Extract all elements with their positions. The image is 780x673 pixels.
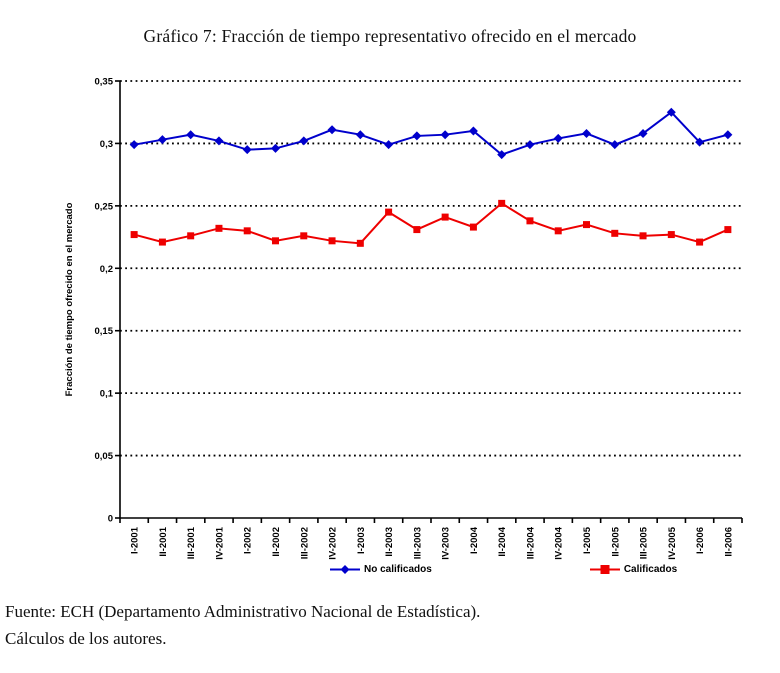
data-point-calificados [131, 231, 138, 238]
legend-label: No calificados [364, 564, 432, 575]
data-point-calificados [329, 237, 336, 244]
series-line-calificados [134, 203, 728, 243]
y-tick-label: 0,15 [94, 326, 113, 338]
legend-item-calificados [590, 564, 677, 575]
y-tick-label: 0,1 [99, 388, 113, 400]
legend-line-square-icon [590, 564, 620, 575]
data-point-no-calificados [441, 130, 450, 139]
x-tick-label: I-2001 [129, 527, 141, 554]
x-tick-label: IV-2002 [327, 527, 339, 560]
data-point-no-calificados [328, 125, 337, 134]
x-tick-label: I-2002 [242, 527, 254, 554]
y-tick-label: 0,25 [94, 201, 113, 213]
data-point-no-calificados [412, 131, 421, 140]
x-tick-label: II-2002 [271, 527, 282, 557]
square-marker-icon [600, 565, 609, 574]
x-tick-label: III-2001 [186, 527, 198, 560]
legend-line-diamond-icon [330, 564, 360, 575]
x-tick-label: IV-2005 [666, 527, 678, 560]
y-tick-label: 0 [107, 513, 113, 525]
x-tick-label: II-2001 [157, 527, 169, 557]
legend-label: Calificados [623, 564, 678, 575]
data-point-calificados [526, 217, 533, 224]
data-point-calificados [498, 200, 505, 207]
x-tick-label: III-2005 [638, 527, 650, 560]
x-tick-label: I-2005 [582, 527, 593, 554]
data-point-calificados [187, 232, 194, 239]
data-point-no-calificados [554, 134, 563, 143]
x-tick-label: III-2004 [525, 527, 537, 560]
data-point-no-calificados [158, 135, 167, 144]
data-point-calificados [668, 231, 675, 238]
x-tick-label: III-2003 [412, 527, 424, 560]
source-line: Fuente: ECH (Departamento Administrativo Nacional de Estadística). [5, 602, 481, 621]
diamond-marker-icon [341, 565, 350, 574]
data-point-no-calificados [243, 145, 252, 154]
data-point-no-calificados [299, 136, 308, 145]
data-point-calificados [244, 227, 251, 234]
data-point-no-calificados [723, 130, 732, 139]
data-point-no-calificados [582, 129, 591, 138]
data-point-calificados [357, 240, 364, 247]
x-tick-label: IV-2001 [214, 527, 226, 560]
y-tick-label: 0,05 [94, 451, 113, 463]
data-point-calificados [159, 239, 166, 246]
data-point-calificados [272, 237, 279, 244]
data-point-no-calificados [384, 140, 393, 149]
data-point-calificados [640, 232, 647, 239]
y-axis-title: Fracción de tiempo ofrecido en el mercado [64, 202, 75, 397]
data-point-no-calificados [214, 136, 223, 145]
data-point-calificados [300, 232, 307, 239]
data-point-calificados [470, 224, 477, 231]
x-tick-label: IV-2004 [553, 527, 565, 560]
x-tick-label: III-2002 [299, 527, 311, 560]
y-tick-label: 0,2 [99, 263, 113, 275]
x-tick-label: I-2006 [695, 527, 707, 554]
credit-line: Cálculos de los autores. [5, 629, 167, 648]
data-point-calificados [385, 209, 392, 216]
data-point-no-calificados [130, 140, 139, 149]
y-tick-label: 0,35 [94, 76, 113, 88]
data-point-calificados [413, 226, 420, 233]
x-tick-label: II-2005 [610, 527, 622, 557]
data-point-no-calificados [525, 140, 534, 149]
x-tick-label: I-2003 [355, 527, 367, 554]
data-point-no-calificados [610, 140, 619, 149]
x-tick-label: I-2004 [468, 527, 480, 554]
data-point-no-calificados [271, 144, 280, 153]
data-point-calificados [611, 230, 618, 237]
data-point-calificados [555, 227, 562, 234]
data-point-calificados [724, 226, 731, 233]
legend-item-no-calificados [330, 564, 432, 575]
chart-title: Gráfico 7: Fracción de tiempo representativo ofrecido en el mercado [143, 26, 637, 46]
data-point-no-calificados [356, 130, 365, 139]
x-tick-label: IV-2003 [440, 527, 452, 560]
x-tick-label: II-2003 [384, 527, 396, 557]
y-tick-label: 0,3 [99, 138, 113, 150]
data-point-calificados [442, 214, 449, 221]
chart-legend [330, 564, 677, 575]
data-point-calificados [583, 221, 590, 228]
source-note [5, 598, 775, 652]
data-point-calificados [215, 225, 222, 232]
data-point-calificados [696, 239, 703, 246]
x-tick-label: II-2006 [723, 527, 735, 557]
x-tick-label: II-2004 [497, 527, 509, 557]
data-point-no-calificados [186, 130, 195, 139]
